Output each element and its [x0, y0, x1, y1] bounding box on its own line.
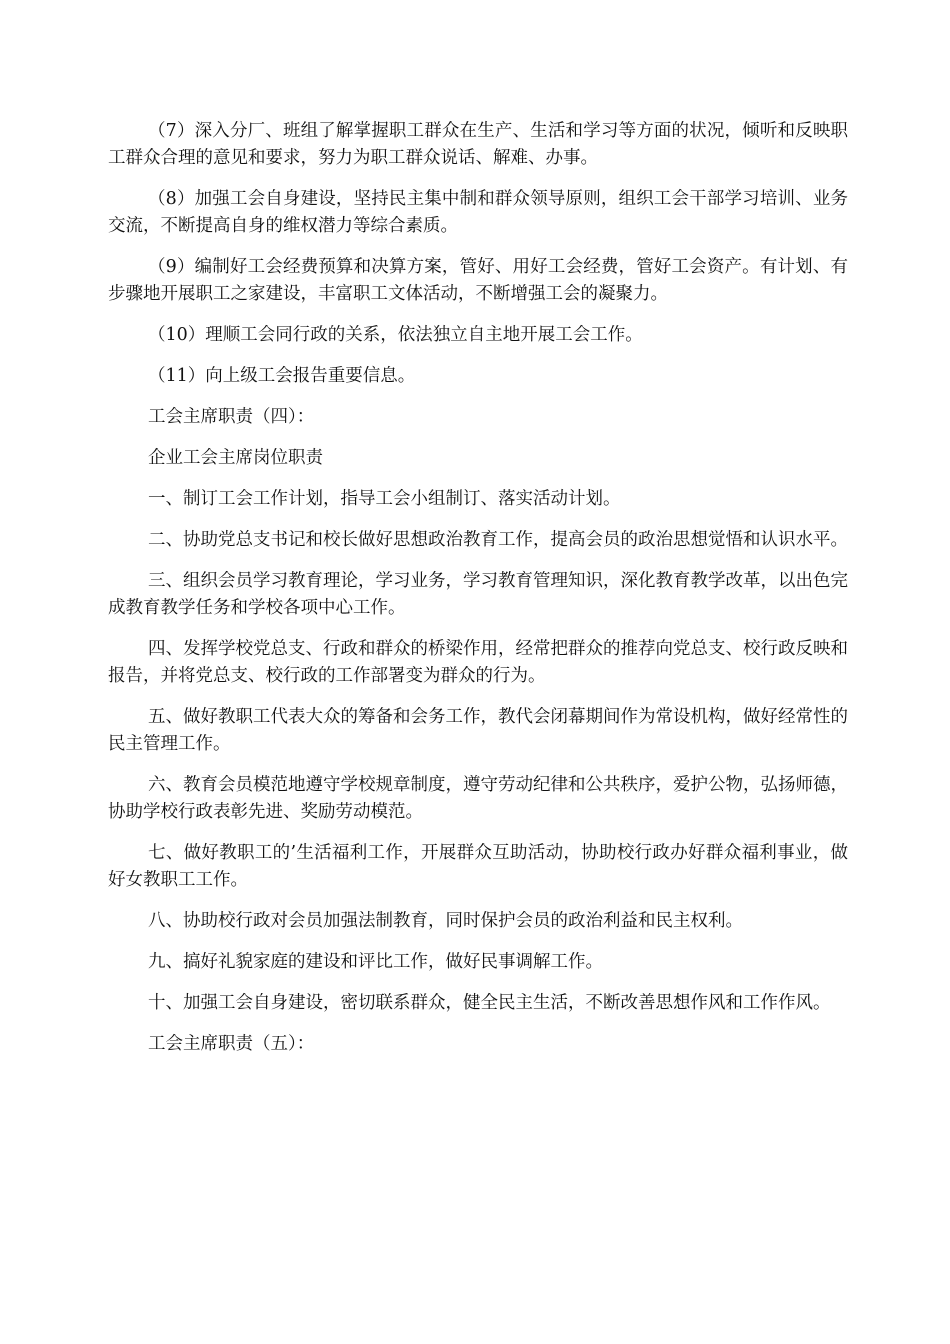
section-heading-five: 工会主席职责（五）：: [148, 1034, 315, 1054]
paragraph-7: （7）深入分厂、班组了解掌握职工群众在生产、生活和学习等方面的状况，倾听和反映职工群众合理的意见和要求，努力为职工群众说话、解难、办事。: [108, 121, 848, 168]
section-heading-four: 工会主席职责（四）：: [148, 407, 315, 427]
duty-item-4: 四、发挥学校党总支、行政和群众的桥梁作用，经常把群众的推荐向党总支、校行政反映和报告，并将党总支、校行政的工作部署变为群众的行为。: [108, 639, 848, 686]
paragraph-8: （8）加强工会自身建设，坚持民主集中制和群众领导原则，组织工会干部学习培训、业务交流，不断提高自身的维权潜力等综合素质。: [108, 189, 848, 236]
duty-item-6: 六、教育会员模范地遵守学校规章制度，遵守劳动纪律和公共秩序，爱护公物，弘扬师德，协助学校行政表彰先进、奖励劳动模范。: [108, 775, 848, 822]
document-body: [108, 118, 848, 1072]
duty-item-8: 八、协助校行政对会员加强法制教育，同时保护会员的政治利益和民主权利。: [148, 911, 743, 931]
duty-item-7: 七、做好教职工的’生活福利工作，开展群众互助活动，协助校行政办好群众福利事业，做好女教职工工作。: [108, 843, 848, 890]
duty-item-5: 五、做好教职工代表大众的筹备和会务工作，教代会闭幕期间作为常设机构，做好经常性的民主管理工作。: [108, 707, 848, 754]
paragraph-10: （10）理顺工会同行政的关系，依法独立自主地开展工会工作。: [148, 325, 643, 345]
duty-item-9: 九、搞好礼貌家庭的建设和评比工作，做好民事调解工作。: [148, 952, 603, 972]
duty-item-2: 二、协助党总支书记和校长做好思想政治教育工作，提高会员的政治思想觉悟和认识水平。: [148, 530, 848, 550]
duty-item-1: 一、制订工会工作计划，指导工会小组制订、落实活动计划。: [148, 489, 621, 509]
paragraph-9: （9）编制好工会经费预算和决算方案，管好、用好工会经费，管好工会资产。有计划、有步骤地开展职工之家建设，丰富职工文体活动，不断增强工会的凝聚力。: [108, 257, 848, 304]
duty-item-3: 三、组织会员学习教育理论，学习业务，学习教育管理知识，深化教育教学改革，以出色完成教育教学任务和学校各项中心工作。: [108, 571, 848, 618]
paragraph-11: （11）向上级工会报告重要信息。: [148, 366, 416, 386]
duty-item-10: 十、加强工会自身建设，密切联系群众，健全民主生活，不断改善思想作风和工作作风。: [148, 993, 831, 1013]
subheading-enterprise-chair-duties: 企业工会主席岗位职责: [148, 448, 323, 468]
